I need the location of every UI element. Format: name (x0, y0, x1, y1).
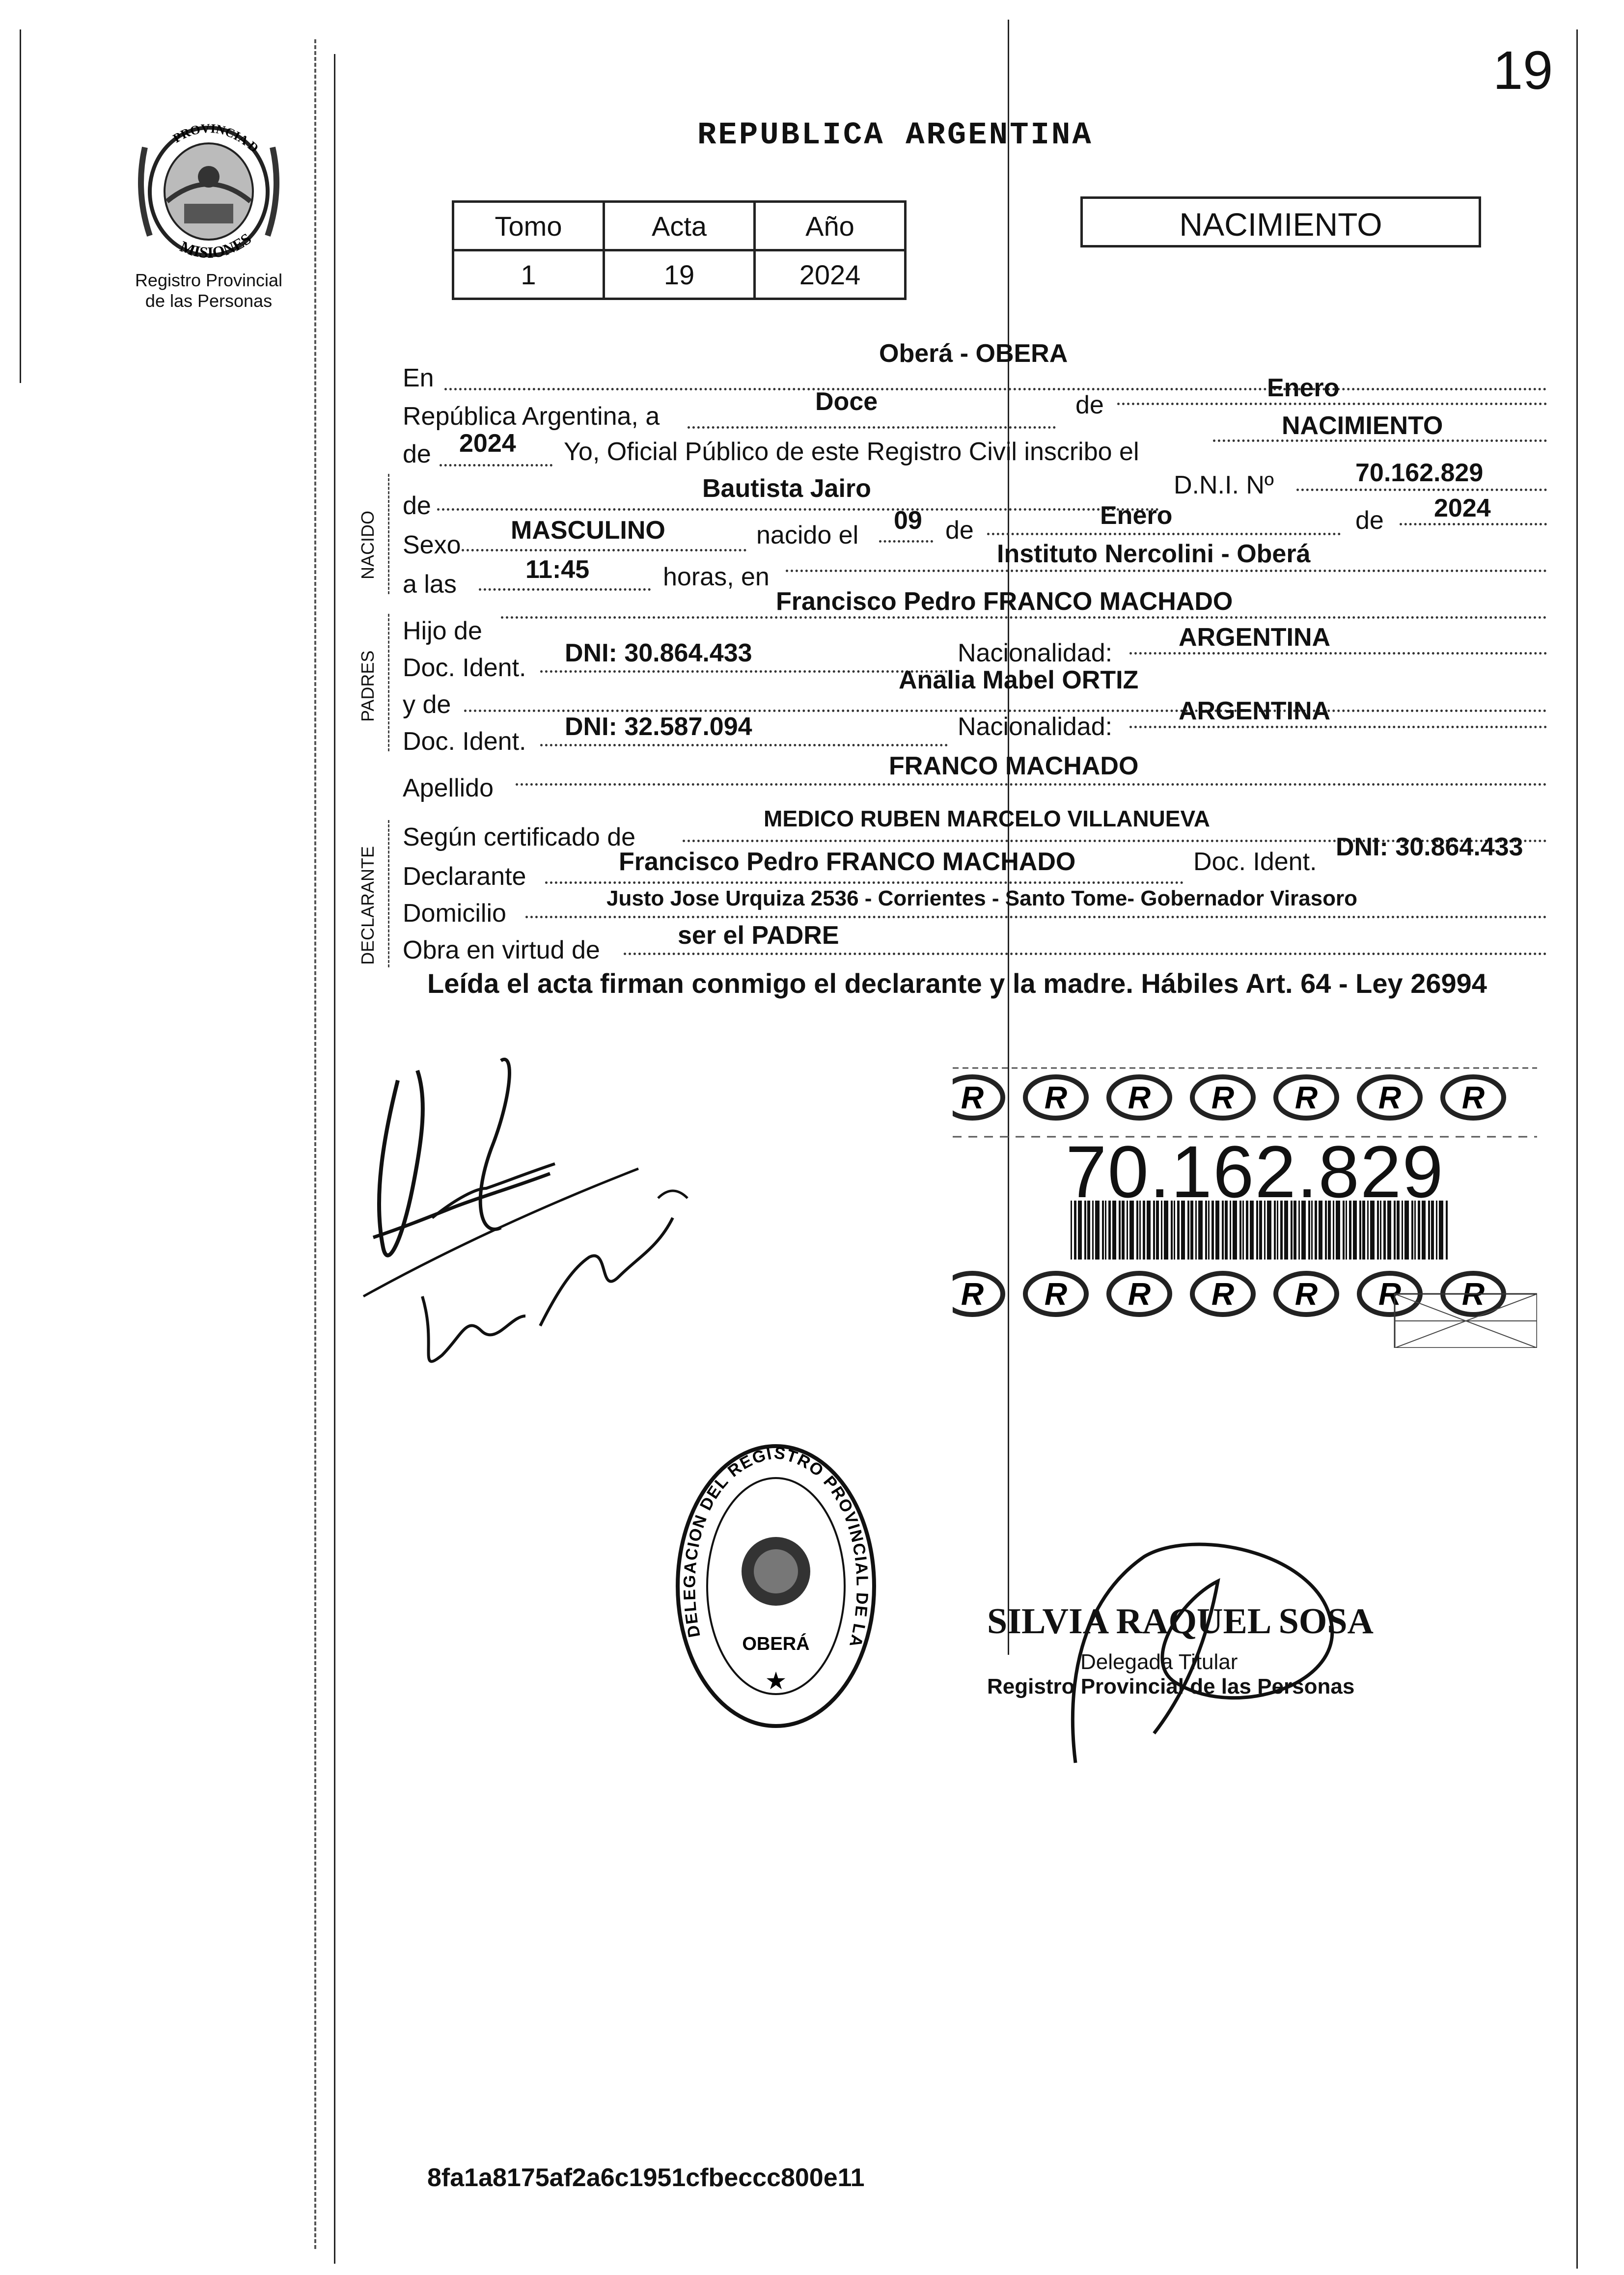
cert-value: MEDICO RUBEN MARCELO VILLANUEVA (764, 806, 1210, 831)
nacido-de2-label: de (945, 516, 974, 545)
security-stamp-glyph: R (1128, 1276, 1151, 1312)
horas-label: horas, en (663, 563, 770, 591)
ref-value-acta: 19 (604, 250, 755, 299)
reference-table (452, 200, 907, 300)
dotted-line (879, 540, 933, 543)
fold-line (1008, 20, 1009, 1655)
month-value: Enero (1267, 374, 1340, 402)
father-nat: ARGENTINA (1179, 623, 1331, 652)
dotted-line (444, 388, 1547, 390)
dotted-line (786, 570, 1547, 572)
dotted-line (987, 533, 1341, 535)
official-role: Delegada Titular (1080, 1650, 1238, 1674)
father-nat-label: Nacionalidad: (958, 639, 1113, 667)
apellido-value: FRANCO MACHADO (889, 752, 1139, 780)
dotted-line (501, 616, 1547, 619)
dni-label: D.N.I. Nº (1174, 471, 1274, 499)
ref-header-acta: Acta (604, 202, 755, 250)
misiones-logo (130, 118, 287, 265)
declarante-label: Declarante (403, 862, 526, 891)
obra-value: ser el PADRE (678, 921, 839, 950)
dotted-line (479, 588, 651, 591)
logo-caption-line1: Registro Provincial (135, 270, 283, 290)
security-stamp-glyph: R (1211, 1080, 1235, 1115)
dotted-line (540, 744, 948, 746)
security-stamp-glyph: R (961, 1276, 984, 1312)
signatures-declarant-mother (354, 1041, 722, 1395)
section-label-nacido: NACIDO (358, 510, 378, 579)
ref-header-anio: Año (755, 202, 906, 250)
section-bar (388, 820, 389, 967)
child-dni: 70.162.829 (1355, 459, 1484, 487)
section-label-declarante: DECLARANTE (358, 846, 378, 965)
mother-doc-label: Doc. Ident. (403, 727, 526, 756)
nacido-de-label: de (403, 492, 431, 520)
year-value: 2024 (459, 429, 516, 458)
dotted-line (1117, 403, 1547, 405)
left-margin-line (20, 29, 21, 383)
dotted-line (462, 549, 746, 551)
record-type-box: NACIMIENTO (1080, 196, 1481, 247)
mother-name: Analia Mabel ORTIZ (899, 666, 1139, 694)
dotted-line (1129, 652, 1547, 655)
father-doc: DNI: 30.864.433 (565, 639, 752, 667)
y-de-label: y de (403, 690, 451, 719)
official-seal (673, 1439, 879, 1733)
obra-label: Obra en virtud de (403, 936, 600, 964)
birth-place: Instituto Nercolini - Oberá (997, 540, 1311, 568)
declarante-name: Francisco Pedro FRANCO MACHADO (619, 848, 1076, 876)
dotted-line (440, 464, 552, 466)
binding-line (334, 54, 335, 2264)
inscribed-value: NACIMIENTO (1282, 411, 1443, 440)
en-label: En (403, 364, 434, 392)
a-las-label: a las (403, 570, 457, 599)
birth-month: Enero (1100, 501, 1173, 530)
official-name: SILVIA RAQUEL SOSA (987, 1601, 1374, 1642)
security-stamp-glyph: R (1461, 1080, 1485, 1115)
child-name: Bautista Jairo (702, 474, 871, 503)
right-margin-line (1576, 29, 1578, 2269)
birth-day: 09 (894, 506, 922, 535)
security-stamp-glyph: R (1294, 1276, 1318, 1312)
apellido-label: Apellido (403, 774, 494, 802)
domicilio-label: Domicilio (403, 899, 506, 928)
dotted-line (1129, 726, 1547, 728)
dotted-line (1296, 489, 1547, 491)
binding-dash (314, 39, 316, 2249)
nacido-de3-label: de (1355, 506, 1384, 535)
logo-caption (118, 270, 300, 311)
dotted-line (688, 426, 1056, 429)
dotted-line (525, 916, 1547, 918)
mother-nat: ARGENTINA (1179, 697, 1331, 725)
barcode-bar (1446, 1201, 1448, 1260)
security-stamp-glyph: R (1378, 1080, 1402, 1115)
country-title: REPUBLICA ARGENTINA (697, 118, 1093, 153)
security-stamp-glyph: R (961, 1080, 984, 1115)
security-stamp-glyph: R (1211, 1276, 1235, 1312)
section-bar (388, 474, 389, 594)
ref-header-tomo: Tomo (453, 202, 604, 250)
domicilio-value: Justo Jose Urquiza 2536 - Corrientes - Santo Tome- Gobernador Virasoro (606, 886, 1357, 910)
de-label: de (1075, 391, 1104, 419)
page-number: 19 (1493, 40, 1553, 101)
security-stamp-glyph: R (1461, 1276, 1485, 1312)
republica-label: República Argentina, a (403, 402, 660, 431)
father-name: Francisco Pedro FRANCO MACHADO (776, 587, 1233, 616)
yo-label: Yo, Oficial Público de este Registro Civil inscribo el (564, 438, 1139, 466)
mother-nat-label: Nacionalidad: (958, 713, 1113, 741)
dotted-line (540, 670, 948, 673)
declarante-doc-label: Doc. Ident. (1193, 848, 1317, 876)
document-hash: 8fa1a8175af2a6c1951cfbeccc800e11 (427, 2164, 865, 2192)
mother-doc: DNI: 32.587.094 (565, 713, 752, 741)
sexo-label: Sexo (403, 531, 461, 559)
cert-label: Según certificado de (403, 823, 636, 851)
hijo-de-label: Hijo de (403, 617, 482, 645)
security-stamp-glyph: R (1044, 1080, 1068, 1115)
ref-value-anio: 2024 (755, 250, 906, 299)
logo-text-top: PROVINCIA D (170, 121, 262, 156)
dotted-line (624, 953, 1547, 955)
dotted-line (545, 881, 1184, 884)
birth-year: 2024 (1434, 494, 1491, 522)
dotted-line (1213, 439, 1547, 442)
security-stamp-glyph: R (1378, 1276, 1402, 1312)
dotted-line (1400, 523, 1547, 525)
svg-text:★: ★ (765, 1667, 787, 1695)
security-stamp-glyph: R (1044, 1276, 1068, 1312)
barcode-number: 70.162.829 (1066, 1130, 1444, 1213)
nacido-el-label: nacido el (756, 521, 859, 549)
dotted-line (437, 508, 1159, 511)
section-bar (388, 614, 389, 751)
dotted-line (516, 783, 1547, 786)
security-stamp-glyph: R (1294, 1080, 1318, 1115)
seal-city: OBERÁ (742, 1634, 810, 1654)
security-stamp-glyph: R (1128, 1080, 1151, 1115)
section-label-padres: PADRES (358, 650, 378, 722)
closing-statement: Leída el acta firman conmigo el declarante y la madre. Hábiles Art. 64 - Ley 26994 (427, 968, 1487, 999)
official-registry: Registro Provincial de las Personas (987, 1674, 1355, 1699)
place-value: Oberá - OBERA (879, 339, 1068, 368)
ref-value-tomo: 1 (453, 250, 604, 299)
de2-label: de (403, 440, 431, 468)
declarante-doc: DNI: 30.864.433 (1336, 833, 1523, 861)
logo-text-bottom: MISIONES (177, 229, 255, 262)
logo-caption-line2: de las Personas (145, 291, 273, 311)
birth-time: 11:45 (525, 555, 590, 584)
seal-ring-text: DELEGACION DEL REGISTRO PROVINCIAL DE LA (680, 1443, 872, 1650)
day-value: Doce (815, 387, 878, 416)
sexo-value: MASCULINO (511, 516, 665, 545)
father-doc-label: Doc. Ident. (403, 654, 526, 682)
